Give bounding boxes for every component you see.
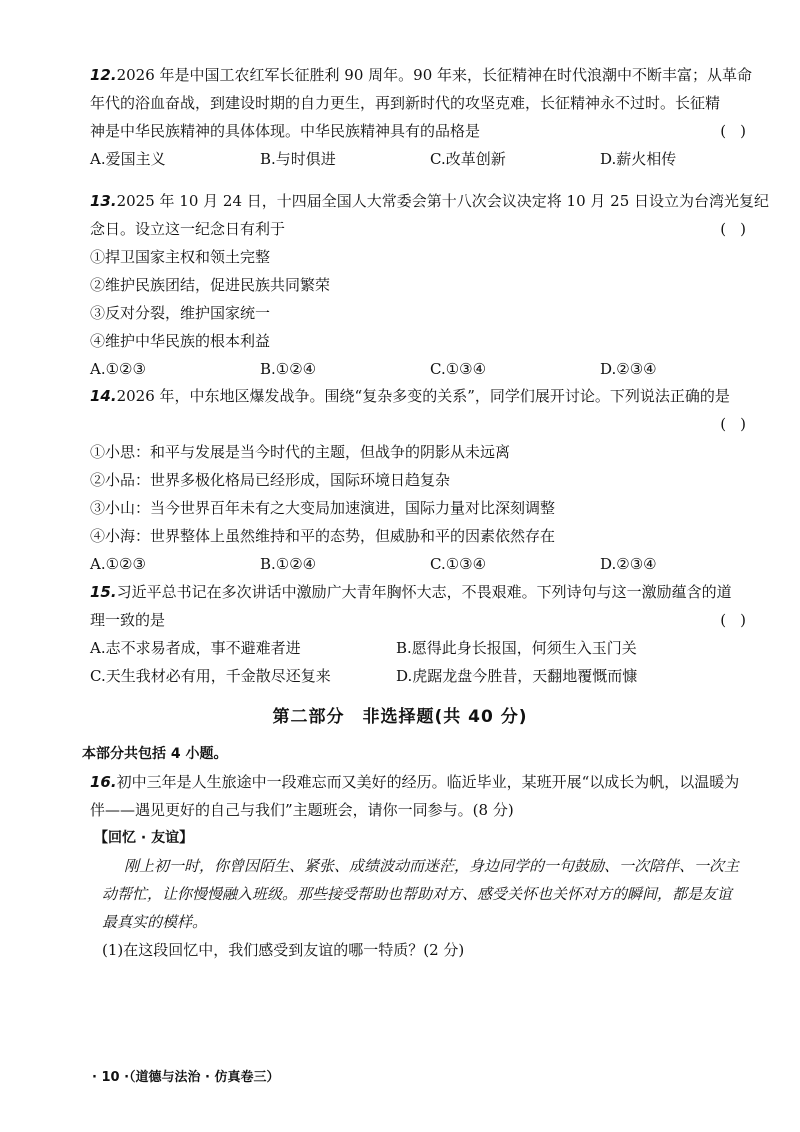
- option-c: C.①③④: [430, 555, 487, 573]
- option-c: C.①③④: [430, 360, 487, 378]
- subsection-heading: 【回忆 · 友谊】: [94, 830, 194, 846]
- question-13: [90, 187, 770, 383]
- options-row: [90, 662, 770, 690]
- question-16: [90, 768, 770, 964]
- option-d: D.②③④: [600, 360, 657, 378]
- options-row: [90, 550, 770, 578]
- question-line: 伴——遇见更好的自己与我们”主题班会，请你一同参与。(8 分): [90, 801, 514, 819]
- statement-item: ④维护中华民族的根本利益: [90, 332, 271, 350]
- option-d: D.虎踞龙盘今胜昔，天翻地覆慨而慷: [396, 667, 638, 685]
- passage-line: 刚上初一时，你曾因陌生、紧张、成绩波动而迷茫，身边同学的一句鼓励、一次陪伴、一次主: [124, 857, 740, 875]
- options-row: [90, 634, 770, 662]
- option-a: A.爱国主义: [90, 150, 166, 168]
- question-line: 13.2025 年 10 月 24 日，十四届全国人大常委会第十八次会议决定将 10 月 25 日设立为台湾光复纪: [90, 192, 770, 210]
- question-number: 13.: [90, 192, 117, 210]
- statement-item: ②小品：世界多极化格局已经形成，国际环境日趋复杂: [90, 471, 451, 489]
- question-number: 15.: [90, 583, 117, 601]
- option-d: D.②③④: [600, 555, 657, 573]
- section-note-block: [82, 740, 762, 768]
- option-d: D.薪火相传: [600, 150, 677, 168]
- answer-blank: (): [720, 415, 760, 433]
- question-line: [90, 410, 770, 438]
- sub-question: (1)在这段回忆中，我们感受到友谊的哪一特质？(2 分): [102, 941, 465, 959]
- statement-item: ①小思：和平与发展是当今时代的主题，但战争的阴影从未远离: [90, 443, 511, 461]
- question-12: [90, 61, 770, 173]
- option-b: B.①②④: [260, 360, 317, 378]
- question-line: 14.2026 年，中东地区爆发战争。围绕“复杂多变的关系”，同学们展开讨论。下列说法正确的是: [90, 387, 730, 405]
- passage-line: 动帮忙，让你慢慢融入班级。那些接受帮助也帮助对方、感受关怀也关怀对方的瞬间，都是友谊: [102, 885, 733, 903]
- question-number: 16.: [90, 773, 117, 791]
- option-a: A.志不求易者成，事不避难者进: [90, 639, 301, 657]
- question-line: 12.2026 年是中国工农红军长征胜利 90 周年。90 年来，长征精神在时代浪潮中不断丰富；从革命: [90, 66, 753, 84]
- page-footer: · 10 ·（道德与法治 · 仿真卷三）: [92, 1070, 280, 1085]
- answer-blank: (): [720, 611, 760, 629]
- options-row: [90, 145, 770, 173]
- question-line: 年代的浴血奋战，到建设时期的自力更生，再到新时代的攻坚克难，长征精神永不过时。长征精: [90, 94, 721, 112]
- statement-item: ①捍卫国家主权和领土完整: [90, 248, 271, 266]
- question-number: 14.: [90, 387, 117, 405]
- question-number: 12.: [90, 66, 117, 84]
- passage-line: 最真实的模样。: [102, 913, 208, 931]
- question-14: [90, 382, 770, 578]
- option-a: A.①②③: [90, 555, 146, 573]
- section-title: 第二部分 非选择题(共 40 分): [272, 707, 528, 727]
- question-line: 15.习近平总书记在多次讲话中激励广大青年胸怀大志，不畏艰难。下列诗句与这一激励蕴含的道: [90, 583, 732, 601]
- question-line: 理一致的是 (): [90, 606, 770, 634]
- question-line: 念日。设立这一纪念日有利于 (): [90, 215, 770, 243]
- statement-item: ④小海：世界整体上虽然维持和平的态势，但威胁和平的因素依然存在: [90, 527, 556, 545]
- option-b: B.与时俱进: [260, 150, 336, 168]
- statement-item: ②维护民族团结，促进民族共同繁荣: [90, 276, 331, 294]
- question-15: [90, 578, 770, 690]
- option-c: C.改革创新: [430, 150, 506, 168]
- options-row: [90, 355, 770, 383]
- option-c: C.天生我材必有用，千金散尽还复来: [90, 667, 331, 685]
- question-line: 16.初中三年是人生旅途中一段难忘而又美好的经历。临近毕业，某班开展“以成长为帆，以温暖为: [90, 773, 740, 791]
- answer-blank: (): [720, 122, 760, 140]
- section-note: 本部分共包括 4 小题。: [82, 746, 228, 762]
- statement-item: ③反对分裂，维护国家统一: [90, 304, 271, 322]
- answer-blank: (): [720, 220, 760, 238]
- option-b: B.愿得此身长报国，何须生入玉门关: [396, 639, 637, 657]
- option-b: B.①②④: [260, 555, 317, 573]
- statement-item: ③小山：当今世界百年未有之大变局加速演进，国际力量对比深刻调整: [90, 499, 556, 517]
- question-line: 神是中华民族精神的具体体现。中华民族精神具有的品格是 (): [90, 117, 770, 145]
- option-a: A.①②③: [90, 360, 146, 378]
